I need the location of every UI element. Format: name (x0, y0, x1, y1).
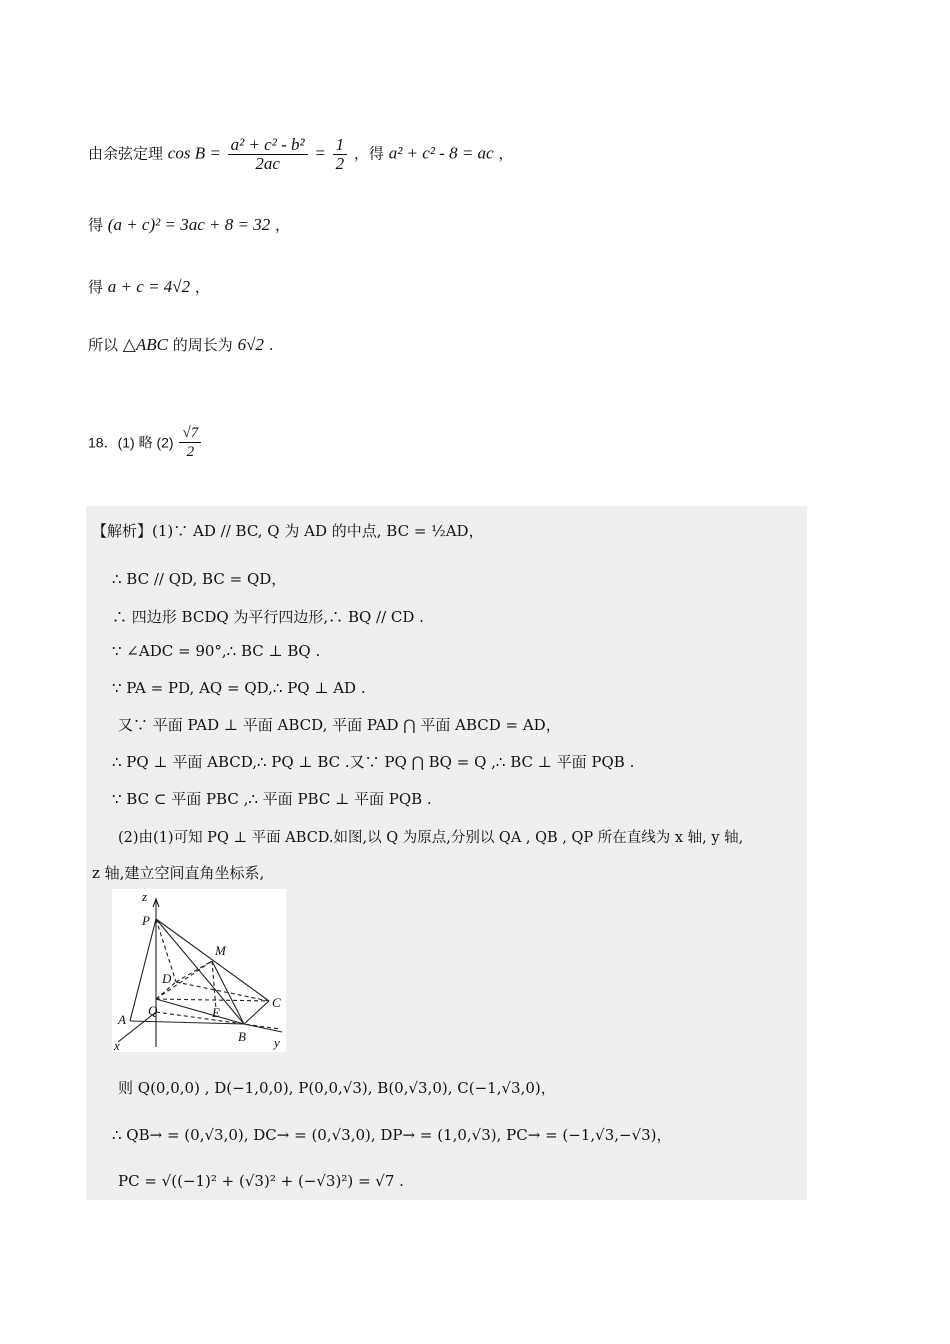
text-prefix: 得 (88, 278, 104, 296)
solution-line-12: ∴ QB→ = (0,√3,0), DC→ = (0,√3,0), DP→ = (1,0,√3), PC→ = (−1,√3,−√3)， (112, 1126, 672, 1144)
math-equals: = (314, 143, 326, 163)
fraction-numerator: 1 (333, 136, 348, 155)
solution-line-13: PC = √((−1)² + (√3)² + (−√3)²) = √7 . (118, 1172, 404, 1190)
text-end: ， (498, 144, 514, 163)
text-prefix: 所以 (88, 336, 119, 354)
text-mid: 的周长为 (172, 336, 233, 354)
math-expr: a + c = 4√2 (107, 277, 191, 296)
label-M: M (215, 943, 226, 958)
fraction-half (333, 136, 348, 173)
label-Q: Q (148, 1003, 158, 1018)
q18-answer-line (88, 424, 203, 461)
edge-BC (244, 1001, 269, 1024)
label-D: D (162, 971, 172, 986)
text-prefix: 得 (88, 216, 104, 234)
solution-line-3: ∴ 四边形 BCDQ 为平行四边形,∴ BQ // CD . (112, 608, 424, 626)
fraction-numerator: √7 (179, 424, 201, 443)
solution-line-6: 又∵ 平面 PAD ⊥ 平面 ABCD, 平面 PAD ⋂ 平面 ABCD = AD， (118, 716, 561, 734)
edge-PC (156, 919, 269, 1001)
math-expr: (a + c)² = 3ac + 8 = 32 (107, 215, 271, 234)
math-value: 6√2 (237, 335, 264, 354)
solution-line-5: ∵ PA = PD, AQ = QD,∴ PQ ⊥ AD . (112, 679, 366, 697)
label-P: P (142, 913, 150, 928)
text-end: ， (194, 278, 210, 296)
sum-line (88, 276, 210, 297)
math-triangle: △ABC (122, 335, 168, 354)
fraction-denominator: 2ac (255, 154, 280, 173)
solution-line-9: (2)由(1)可知 PQ ⊥ 平面 ABCD.如图,以 Q 为原点,分别以 QA , QB , QP 所在直线为 x 轴, y 轴, (118, 830, 744, 846)
fraction-denominator: 2 (186, 444, 195, 460)
text-prefix: 由余弦定理 (88, 144, 164, 163)
math-cosB: cos B = (167, 143, 221, 163)
math-result: a² + c² - 8 = ac (388, 143, 494, 163)
fraction-denominator: 2 (335, 154, 345, 173)
solution-line-4: ∵ ∠ADC = 90°,∴ BC ⊥ BQ . (112, 642, 321, 660)
segment-QC (156, 999, 269, 1001)
label-z: z (142, 889, 148, 904)
expand-line (88, 214, 290, 235)
fraction-numerator: a² + c² - b² (228, 136, 308, 155)
solution-line-8: ∵ BC ⊂ 平面 PBC ,∴ 平面 PBC ⊥ 平面 PQB . (112, 790, 432, 808)
solution-line-7: ∴ PQ ⊥ 平面 ABCD,∴ PQ ⊥ BC .又∵ PQ ⋂ BQ = Q ,∴ BC ⊥ 平面 PQB . (112, 753, 635, 771)
q18-label: 18．(1) 略 (2) (88, 434, 174, 451)
solution-line-2: ∴ BC // QD, BC = QD， (112, 570, 287, 588)
segment-QB (156, 999, 244, 1024)
label-A: A (118, 1012, 126, 1027)
q18-fraction (179, 424, 201, 461)
solution-line-10: z 轴,建立空间直角坐标系, (92, 864, 265, 882)
label-y: y (274, 1035, 280, 1050)
solution-line-1: 【解析】(1)∵ AD // BC, Q 为 AD 的中点, BC = ½AD， (92, 522, 484, 540)
label-B: B (238, 1029, 246, 1044)
fraction-cos (228, 136, 308, 173)
text-end: . (268, 336, 274, 354)
cosine-law-line (88, 136, 513, 173)
label-E: E (212, 1005, 220, 1020)
text-mid: ，得 (353, 144, 384, 163)
perimeter-line (88, 334, 273, 355)
label-x: x (114, 1038, 120, 1052)
label-C: C (272, 995, 281, 1010)
text-end: ， (274, 216, 290, 234)
solution-line-11: 则 Q(0,0,0) , D(−1,0,0), P(0,0,√3), B(0,√3,0), C(−1,√3,0)， (118, 1079, 556, 1097)
pyramid-diagram (112, 889, 286, 1052)
